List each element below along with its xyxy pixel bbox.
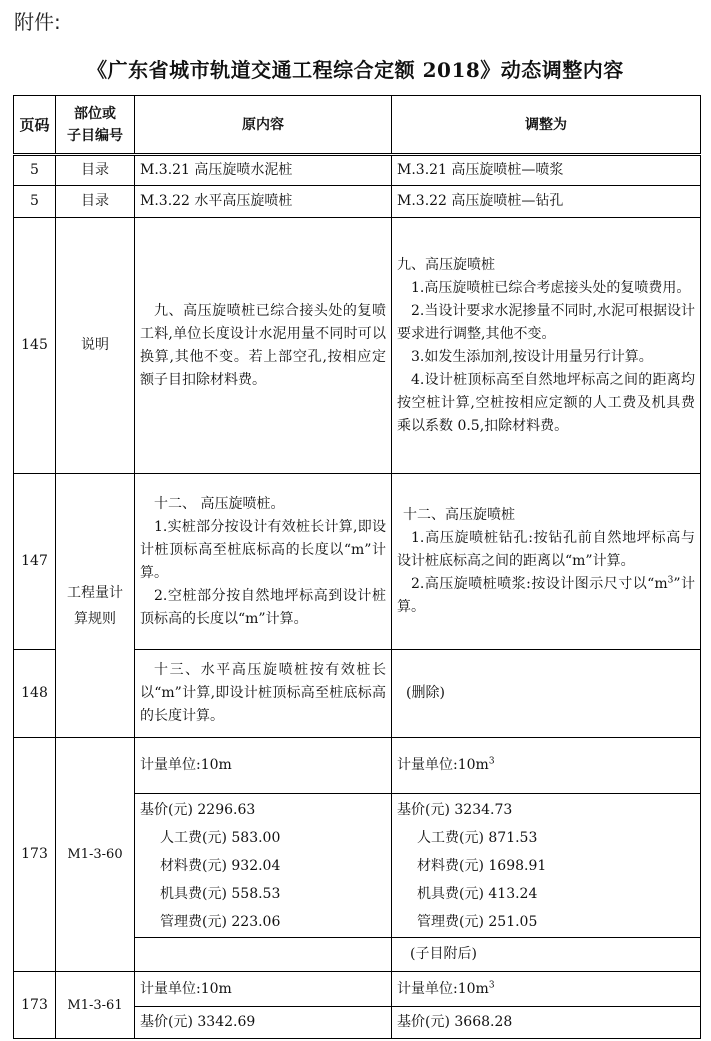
table-row <box>14 186 701 218</box>
adjusted-item: 4.设计桩顶标高至自然地坪标高之间的距离均按空桩计算,空桩按相应定额的人工费及机具费乘以系数 0.5,扣除材料费。 <box>397 371 695 434</box>
original-cell: 十三、水平高压旋喷桩按有效桩长以“m”计算,即设计桩顶标高至桩底标高的长度计算。 <box>135 650 392 738</box>
header-original: 原内容 <box>135 96 392 155</box>
part-cell: 目录 <box>56 186 135 218</box>
header-page: 页码 <box>14 96 56 155</box>
adjusted-section-title: 十二、高压旋喷桩 <box>403 507 515 523</box>
base-price: 基价(元) 3234.73 <box>397 801 513 818</box>
part-cell: 目录 <box>56 155 135 186</box>
page-cell: 145 <box>14 218 56 474</box>
table-row <box>14 218 701 474</box>
adjusted-item-text: ”计算。 <box>397 576 695 615</box>
adjusted-section-title: 九、高压旋喷桩 <box>397 256 495 273</box>
adjusted-cell <box>392 218 701 474</box>
part-cell: 工程量计算规则 <box>56 474 135 738</box>
note-adjusted-cell: (子目附后) <box>392 938 701 972</box>
adjusted-cell: M.3.21 高压旋喷桩—喷浆 <box>392 155 701 186</box>
unit-text: 计量单位:10m <box>397 980 489 997</box>
part-cell: M1-3-60 <box>56 738 135 972</box>
base-adjusted-cell: 基价(元) 3668.28 <box>392 1007 701 1039</box>
original-cell <box>135 474 392 650</box>
adjustment-table <box>13 95 701 1039</box>
adjusted-item-text: 2.高压旋喷桩喷浆:按设计图示尺寸以“m <box>411 576 668 592</box>
labor-cost: 人工费(元) 583.00 <box>160 829 281 846</box>
management-cost: 管理费(元) 251.05 <box>417 913 538 930</box>
table-row <box>14 738 701 794</box>
unit-superscript: 3 <box>667 575 674 586</box>
page-cell: 5 <box>14 155 56 186</box>
adjusted-item: 2.当设计要求水泥掺量不同时,水泥可根据设计要求进行调整,其他不变。 <box>397 302 695 342</box>
table-row <box>14 972 701 1007</box>
attachment-label: 附件: <box>14 10 61 34</box>
original-item: 1.实桩部分按设计有效桩长计算,即设计桩顶标高至桩底标高的长度以“m”计算。 <box>140 518 386 581</box>
part-cell: 说明 <box>56 218 135 474</box>
document-title: 《广东省城市轨道交通工程综合定额 2018》动态调整内容 <box>87 58 624 82</box>
labor-cost: 人工费(元) 871.53 <box>417 829 538 846</box>
part-cell: M1-3-61 <box>56 972 135 1039</box>
header-part <box>56 96 135 155</box>
adjusted-item: 3.如发生添加剂,按设计用量另行计算。 <box>411 348 653 365</box>
adjusted-item <box>397 573 695 619</box>
header-part-line1: 部位或 <box>74 105 116 122</box>
adjusted-item: 1.高压旋喷桩已综合考虑接头处的复喷费用。 <box>411 279 691 296</box>
original-cell: 九、高压旋喷桩已综合接头处的复喷工料,单位长度设计水泥用量不同时可以换算,其他不变。若上部空孔,按相应定额子目扣除材料费。 <box>135 218 392 474</box>
page-cell: 173 <box>14 738 56 972</box>
unit-superscript: 3 <box>488 756 495 767</box>
machine-cost: 机具费(元) 413.24 <box>417 885 538 902</box>
original-section-title: 十二、 高压旋喷桩。 <box>154 495 285 512</box>
unit-original-cell: 计量单位:10m <box>135 738 392 794</box>
page-cell: 173 <box>14 972 56 1039</box>
adjusted-cell <box>392 474 701 650</box>
unit-superscript: 3 <box>488 979 495 990</box>
table-row <box>14 155 701 186</box>
adjusted-cell: M.3.22 高压旋喷桩—钻孔 <box>392 186 701 218</box>
unit-original-cell: 计量单位:10m <box>135 972 392 1007</box>
base-price: 基价(元) 2296.63 <box>140 801 256 818</box>
unit-adjusted-cell <box>392 972 701 1007</box>
table-header-row <box>14 96 701 155</box>
machine-cost: 机具费(元) 558.53 <box>160 885 281 902</box>
unit-text: 计量单位:10m <box>397 757 489 773</box>
material-cost: 材料费(元) 932.04 <box>160 857 281 874</box>
header-adjusted: 调整为 <box>392 96 701 155</box>
material-cost: 材料费(元) 1698.91 <box>417 857 547 874</box>
base-original-cell: 基价(元) 3342.69 <box>135 1007 392 1039</box>
note-original-cell <box>135 938 392 972</box>
prices-adjusted-cell <box>392 794 701 938</box>
adjusted-cell: (删除) <box>392 650 701 738</box>
original-cell: M.3.22 水平高压旋喷桩 <box>135 186 392 218</box>
management-cost: 管理费(元) 223.06 <box>160 913 281 930</box>
page-cell: 5 <box>14 186 56 218</box>
original-item: 2.空桩部分按自然地坪标高到设计桩顶标高的长度以“m”计算。 <box>140 587 386 627</box>
page-cell: 147 <box>14 474 56 650</box>
original-cell: M.3.21 高压旋喷水泥桩 <box>135 155 392 186</box>
adjusted-item: 1.高压旋喷桩钻孔:按钻孔前自然地坪标高与设计桩底标高之间的距离以“m”计算。 <box>397 530 695 569</box>
prices-original-cell <box>135 794 392 938</box>
page-cell: 148 <box>14 650 56 738</box>
unit-adjusted-cell <box>392 738 701 794</box>
table-row <box>14 474 701 650</box>
header-part-line2: 子目编号 <box>67 127 123 144</box>
